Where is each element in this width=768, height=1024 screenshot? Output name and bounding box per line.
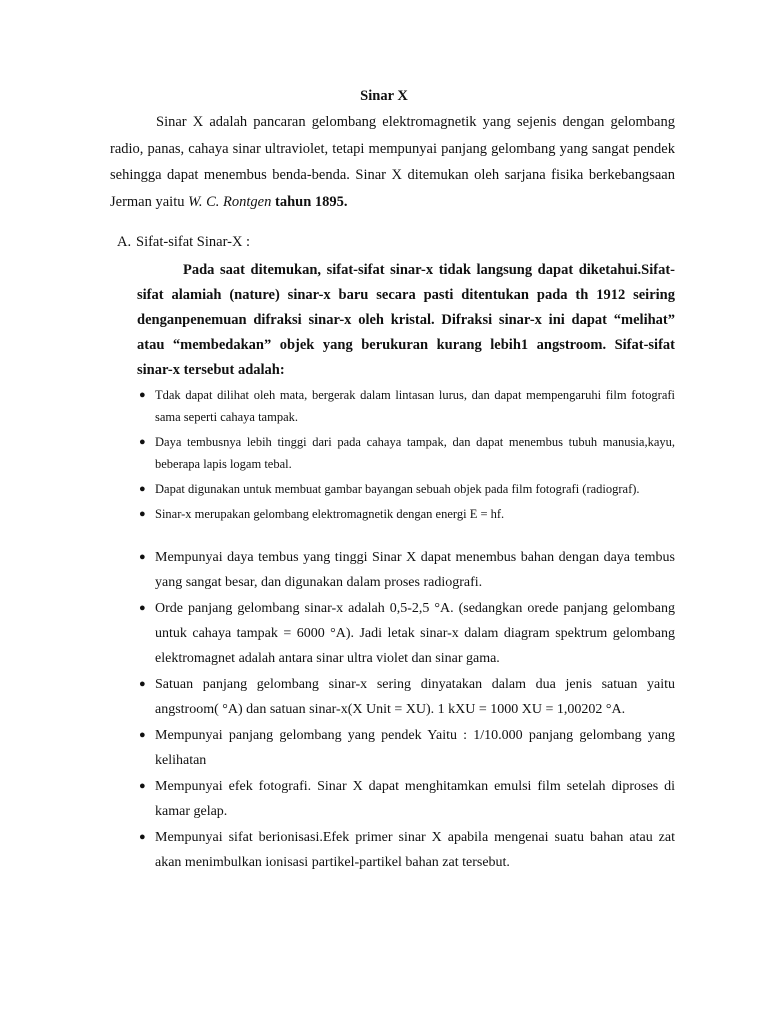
property-text: Satuan panjang gelombang sinar-x sering dinyatakan dalam dua jenis satuan yaitu angstroom( °A) dan satuan sinar-x(X Unit = XU). 1 kXU = 1000 XU = 1,00202 °A. xyxy=(155,677,675,717)
property-item xyxy=(137,723,675,773)
bullet-icon: ● xyxy=(139,389,146,401)
document-title: Sinar X xyxy=(360,88,408,104)
property-item xyxy=(137,478,675,500)
property-text: Daya tembusnya lebih tinggi dari pada cahaya tampak, dan dapat menembus tubuh manusia,kayu, beberapa lapis logam tebal. xyxy=(155,435,675,471)
property-text: Mempunyai sifat berionisasi.Efek primer sinar X apabila mengenai suatu bahan atau zat akan menimbulkan ionisasi partikel-partikel bahan zat tersebut. xyxy=(155,830,675,870)
properties-list-large xyxy=(137,545,675,876)
bullet-icon: ● xyxy=(139,678,146,690)
bullet-icon: ● xyxy=(139,780,146,792)
discoverer-name: W. C. Rontgen xyxy=(188,193,272,210)
property-text: Mempunyai efek fotografi. Sinar X dapat menghitamkan emulsi film setelah diproses di kamar gelap. xyxy=(155,779,675,819)
bullet-icon: ● xyxy=(139,508,146,520)
property-text: Mempunyai panjang gelombang yang pendek Yaitu : 1/10.000 panjang gelombang yang kelihatan xyxy=(155,728,675,768)
intro-paragraph xyxy=(110,109,675,215)
bullet-icon: ● xyxy=(139,551,146,563)
discovery-year: tahun 1895. xyxy=(271,193,348,210)
property-item xyxy=(137,672,675,722)
bullet-icon: ● xyxy=(139,602,146,614)
properties-list-small xyxy=(137,384,675,528)
property-item xyxy=(137,774,675,824)
bullet-icon: ● xyxy=(139,483,146,495)
property-item xyxy=(137,503,675,525)
bullet-icon: ● xyxy=(139,831,146,843)
section-heading xyxy=(117,234,250,251)
bullet-icon: ● xyxy=(139,729,146,741)
property-text: Orde panjang gelombang sinar-x adalah 0,5-2,5 °A. (sedangkan orede panjang gelombang untuk cahaya tampak = 6000 °A). Jadi letak sinar-x dalam diagram spektrum gelombang elektromagnet adalah antara sinar ultra violet dan sinar gama. xyxy=(155,601,675,666)
property-item xyxy=(137,825,675,875)
section-letter: A. xyxy=(117,234,132,250)
property-text: Mempunyai daya tembus yang tinggi Sinar X dapat menembus bahan dengan daya tembus yang sangat besar, dan digunakan dalam proses radiografi. xyxy=(155,550,675,590)
intro-text: Sinar X adalah pancaran gelombang elektromagnetik yang sejenis dengan gelombang radio, panas, cahaya sinar ultraviolet, tetapi mempunyai panjang gelombang yang sangat pendek sehingga dapat menembus benda-benda. Sinar X ditemukan oleh sarjana fisika berkebangsaan Jerman yaitu xyxy=(110,114,675,210)
property-item xyxy=(137,545,675,595)
property-item xyxy=(137,596,675,671)
bullet-icon: ● xyxy=(139,436,146,448)
property-item xyxy=(137,431,675,475)
section-paragraph: Pada saat ditemukan, sifat-sifat sinar-x tidak langsung dapat diketahui.Sifat-sifat alamiah (nature) sinar-x baru secara pasti ditentukan pada th 1912 seiring denganpenemuan difraksi sinar-x oleh kristal. Difraksi sinar-x ini dapat “melihat” atau “membedakan” objek yang berukuran kurang lebih1 angstroom. Sifat-sifat sinar-x tersebut adalah: xyxy=(137,262,675,378)
property-text: Tdak dapat dilihat oleh mata, bergerak dalam lintasan lurus, dan dapat mempengaruhi film fotografi sama seperti cahaya tampak. xyxy=(155,388,675,424)
property-item xyxy=(137,384,675,428)
section-heading-text: Sifat-sifat Sinar-X : xyxy=(136,234,251,250)
property-text: Dapat digunakan untuk membuat gambar bayangan sebuah objek pada film fotografi (radiograf). xyxy=(155,482,640,496)
property-text: Sinar-x merupakan gelombang elektromagnetik dengan energi E = hf. xyxy=(155,507,505,521)
